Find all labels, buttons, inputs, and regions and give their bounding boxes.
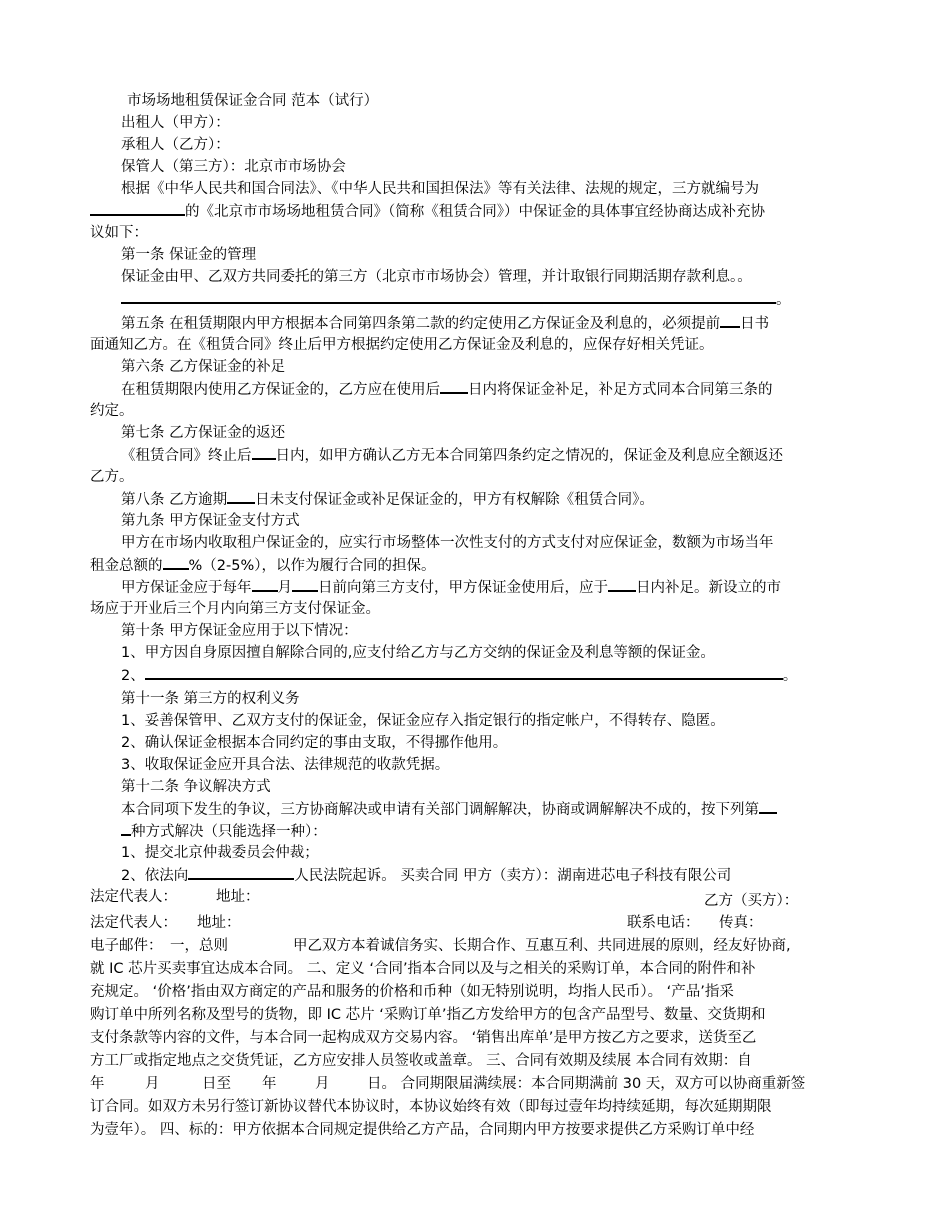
article-12-text-a: 本合同项下发生的争议，三方协商解决或申请有关部门调解解决，协商或调解解决不成的，按下列第 <box>121 802 759 818</box>
article-9-line-1: 甲方在市场内收取租户保证金的，应实行市场整体一次性支付的方式支付对应保证金，数额为市场当年 <box>121 535 774 551</box>
article-9-text-b: %（2-5%），以作为履行合同的担保。 <box>188 558 436 574</box>
article-8-text-b: 日未支付保证金或补足保证金的，甲方有权解除《租赁合同》。 <box>255 492 654 508</box>
option-blank-continued <box>121 820 131 836</box>
article-12-line-2 <box>121 820 327 843</box>
article-9-text-c: 甲方保证金应于每年 <box>121 580 252 596</box>
article-7-text-a: 《租赁合同》终止后 <box>121 448 252 464</box>
article-12-heading: 第十二条 争议解决方式 <box>121 779 271 795</box>
month-blank <box>252 576 278 592</box>
article-12-item-1: 1、提交北京仲裁委员会仲裁； <box>121 845 319 861</box>
sale-para-2: 就 IC 芯片买卖事宜达成本合同。 二、定义 ‘合同’指本合同以及与之相关的采购订单，本合同的附件和补 <box>90 961 756 977</box>
percent-blank <box>163 554 189 570</box>
custodian-line: 保管人（第三方）：北京市市场协会 <box>121 159 346 175</box>
article-6-heading: 第六条 乙方保证金的补足 <box>121 359 286 375</box>
article-5-text-a: 第五条 在租赁期限内甲方根据本合同第四条第二款的约定使用乙方保证金及利息的，必须提前 <box>121 316 721 332</box>
article-9-text-e: 日前向第三方支付，甲方保证金使用后，应于 <box>318 580 608 596</box>
document-title: 市场场地租赁保证金合同 范本（试行） <box>127 93 379 109</box>
article-11-item-3: 3、收取保证金应开具合法、法律规范的收款凭据。 <box>121 757 450 773</box>
sale-date-month-1: 月 <box>145 1076 160 1092</box>
article-11-heading: 第十一条 第三方的权利义务 <box>121 691 300 707</box>
sale-rep-1: 法定代表人： <box>90 889 177 905</box>
sale-contact-phone: 联系电话： <box>627 915 700 931</box>
article-1-heading: 第一条 保证金的管理 <box>121 247 257 263</box>
article-12-line-1 <box>121 798 777 821</box>
article-12-item-2 <box>121 864 731 887</box>
article-10-item-2-label: 2、 <box>121 668 145 684</box>
sale-date-day-1: 日至 <box>202 1076 231 1092</box>
sale-party-b: 乙方（买方）： <box>704 893 799 909</box>
article-9-line-2 <box>90 554 436 577</box>
article-5-line-1 <box>121 312 769 335</box>
sale-address-1: 地址： <box>216 889 260 905</box>
court-blank <box>188 864 294 880</box>
option-blank <box>759 798 777 814</box>
sale-fax: 传真： <box>719 915 763 931</box>
article-8-text-a: 第八条 乙方逾期 <box>121 492 228 508</box>
blank-underline <box>145 664 783 680</box>
article-9-text-f: 日内补足。新设立的市 <box>636 580 781 596</box>
intro-line-2-text: 的《北京市市场场地租赁合同》（简称《租赁合同》）中保证金的具体事宜经协商达成补充协 <box>185 204 765 220</box>
article-6-text-a: 在租赁期限内使用乙方保证金的，乙方应在使用后 <box>121 382 440 398</box>
days-blank <box>252 444 276 460</box>
article-10-item-2-end: 。 <box>782 668 798 684</box>
article-6-line-2: 约定。 <box>90 403 134 419</box>
intro-line-2 <box>90 200 765 223</box>
sale-para-6: 方工厂或指定地点之交货凭证，乙方应安排人员签收或盖章。 三、合同有效期及续展 本合同有效期：自 <box>90 1053 752 1069</box>
article-1-blank-line <box>121 288 791 311</box>
lessee-line: 承租人（乙方）： <box>121 137 230 153</box>
article-10-item-2 <box>121 664 797 687</box>
article-8-line <box>121 488 654 511</box>
intro-line-1: 根据《中华人民共和国合同法》、《中华人民共和国担保法》等有关法律、法规的规定，三方就编号为 <box>121 181 759 197</box>
days-blank <box>720 312 740 328</box>
article-10-heading: 第十条 甲方保证金应用于以下情况： <box>121 623 358 639</box>
article-7-text-b: 日内，如甲方确认乙方无本合同第四条约定之情况的，保证金及利息应全额返还 <box>275 448 783 464</box>
sale-date-rest: 日。 合同期限届满续展：本合同期满前 30 天，双方可以协商重新签 <box>367 1076 806 1092</box>
article-1-blank-end: 。 <box>776 292 791 308</box>
article-1-text: 保证金由甲、乙双方共同委托的第三方（北京市市场协会）管理，并计取银行同期活期存款利息。。 <box>121 269 752 285</box>
article-7-heading: 第七条 乙方保证金的返还 <box>121 425 286 441</box>
article-9-text-a: 租金总额的 <box>90 558 163 574</box>
article-5-text-b: 日书 <box>740 316 770 332</box>
sale-date-year-2: 年 <box>262 1076 277 1092</box>
days-blank <box>440 378 468 394</box>
article-7-line-1 <box>121 444 783 467</box>
day-blank <box>292 576 318 592</box>
sale-para-3: 充规定。 ‘价格’指由双方商定的产品和服务的价格和币种（如无特别说明，均指人民币）。 ‘产品’指采 <box>90 984 734 1000</box>
article-6-line-1 <box>121 378 773 401</box>
article-5-line-2: 面通知乙方。在《租赁合同》终止后甲方根据约定使用乙方保证金及利息的，应保存好相关凭证。 <box>90 337 714 353</box>
article-12-item-2-text-b: 人民法院起诉。 买卖合同 甲方（卖方）：湖南进芯电子科技有限公司 <box>294 868 732 884</box>
article-12-text-b: 种方式解决（只能选择一种）： <box>131 824 327 840</box>
article-11-item-1: 1、妥善保管甲、乙双方支付的保证金，保证金应存入指定银行的指定帐户，不得转存、隐匿。 <box>121 713 725 729</box>
article-12-item-2-text-a: 2、依法向 <box>121 868 189 884</box>
blank-underline <box>121 288 776 304</box>
sale-email: 电子邮件： <box>90 938 163 954</box>
sale-para-5: 支付条款等内容的文件，与本合同一起构成双方交易内容。 ‘销售出库单’是甲方按乙方之要求，送货至乙 <box>90 1030 757 1046</box>
article-11-item-2: 2、确认保证金根据本合同约定的事由支取，不得挪作他用。 <box>121 735 508 751</box>
article-7-line-2: 乙方。 <box>90 469 134 485</box>
sale-para-9: 为壹年）。 四、标的：甲方依据本合同规定提供给乙方产品，合同期内甲方按要求提供乙方采购订单中经 <box>90 1122 755 1138</box>
article-9-heading: 第九条 甲方保证金支付方式 <box>121 513 300 529</box>
days-blank <box>227 488 255 504</box>
sale-para-4: 购订单中所列名称及型号的货物，即 IC 芯片 ‘采购订单’指乙方发给甲方的包含产品型号、数量、交货期和 <box>90 1007 766 1023</box>
sale-para-1: 甲乙双方本着诚信务实、长期合作、互惠互利、共同进展的原则，经友好协商, <box>293 938 791 954</box>
article-6-text-b: 日内将保证金补足，补足方式同本合同第三条的 <box>468 382 773 398</box>
sale-date-year-1: 年 <box>90 1076 105 1092</box>
article-9-line-3 <box>121 576 781 599</box>
sale-date-month-2: 月 <box>315 1076 330 1092</box>
lessor-line: 出租人（甲方）： <box>121 115 230 131</box>
intro-line-3: 议如下： <box>90 225 148 241</box>
article-10-item-1: 1、甲方因自身原因擅自解除合同的,应支付给乙方与乙方交纳的保证金及利息等额的保证金。 <box>121 645 715 661</box>
contract-number-blank <box>90 200 185 216</box>
article-9-text-d: 月 <box>277 580 292 596</box>
sale-rep-2: 法定代表人： <box>90 915 177 931</box>
sale-general-heading: 一，总则 <box>170 938 228 954</box>
sale-address-2: 地址： <box>197 915 241 931</box>
sale-para-8: 订合同。如双方未另行签订新协议替代本协议时，本协议始终有效（即每过壹年均持续延期，每次延期期限 <box>90 1099 772 1115</box>
days-blank <box>608 576 636 592</box>
article-9-line-4: 场应于开业后三个月内向第三方支付保证金。 <box>90 601 380 617</box>
